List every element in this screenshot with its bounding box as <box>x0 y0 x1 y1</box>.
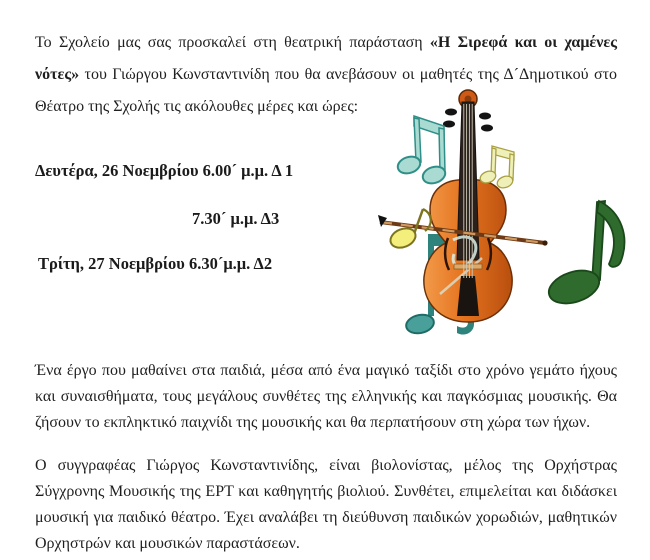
yellow-note-head <box>388 225 419 251</box>
teal-double-note-icon <box>396 116 448 186</box>
violin-illustration <box>378 88 650 340</box>
yellow-eighth-note-icon <box>388 209 431 251</box>
play-title: «Η Σιρεφά και οι χαμένες νότες» <box>35 34 617 83</box>
violin-peg <box>443 121 455 128</box>
green-eighth-note-icon <box>545 201 625 309</box>
teal-double-note-stem <box>414 118 421 162</box>
violin-peg <box>481 125 493 132</box>
intro-text-prefix: Το Σχολείο μας σας προσκαλεί στη θεατρική παράσταση <box>35 34 430 51</box>
schedule-line-monday: Δευτέρα, 26 Νοεμβρίου 6.00´ μ.μ. Δ 1 <box>35 161 294 180</box>
intro-text-suffix: του Γιώργου Κωνσταντινίδη που θα ανεβάσουν οι μαθητές της Δ´Δημοτικού στο Θέατρο της Σχολής τις ακόλουθες μέρες και ώρες: <box>35 66 617 115</box>
schedule-line-monday-second-show: 7.30´ μ.μ. Δ3 <box>192 209 280 228</box>
violin-peg <box>479 113 491 120</box>
description-paragraph: Ένα έργο που μαθαίνει στα παιδιά, μέσα από ένα μαγικό ταξίδι στο χρόνο γεμάτο ήχους και συναισθήματα, τους μεγάλους συνθέτες της ελληνικής και παγκόσμιας μουσικής. Θα ζήσουν το εκπληκτικό παιχνίδι της μουσικής και θα περπατήσουν στη χώρα των ήχων. <box>35 362 617 431</box>
violin-bridge <box>454 264 482 269</box>
schedule-line-tuesday: Τρίτη, 27 Νοεμβρίου 6.30´μ.μ. Δ2 <box>38 254 273 273</box>
violin-peg <box>445 109 457 116</box>
violin-scroll-center <box>465 96 472 103</box>
author-bio-paragraph: Ο συγγραφέας Γιώργος Κωνσταντινίδης, είναι βιολονίστας, μέλος της Ορχήστρας Σύγχρονης Μουσικής της ΕΡΤ και καθηγητής βιολιού. Συνθέτει, επιμελείται και διδάσκει μουσική για παιδικό θέατρο. Έχει αναλάβει τη διεύθυνση παιδικών χορωδιών, μαθητικών Ορχηστρών και μουσικών παραστάσεων. <box>35 457 617 552</box>
yellow-note-stem <box>414 209 423 234</box>
teal-double-note-stem <box>439 128 445 172</box>
bow-end <box>542 240 547 245</box>
